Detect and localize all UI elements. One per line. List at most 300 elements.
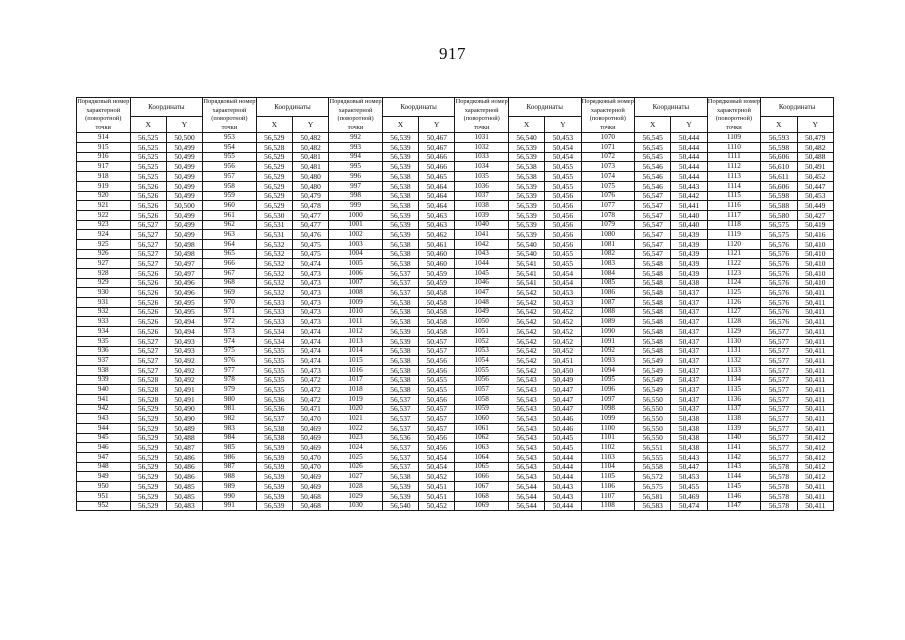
cell-point-number: 1032 (455, 143, 509, 153)
cell-point-number: 1095 (581, 375, 635, 385)
cell-y: 50,460 (419, 249, 455, 259)
cell-x: 56,526 (130, 210, 166, 220)
cell-x: 56,537 (382, 424, 418, 434)
cell-y: 50,499 (166, 191, 202, 201)
cell-y: 50,454 (545, 143, 581, 153)
cell-y: 50,411 (797, 356, 833, 366)
cell-point-number: 1146 (707, 491, 761, 501)
coordinates-table (76, 97, 834, 511)
cell-x: 56,545 (635, 152, 671, 162)
cell-x: 56,537 (382, 453, 418, 463)
cell-y: 50,493 (166, 346, 202, 356)
cell-y: 50,444 (545, 462, 581, 472)
cell-y: 50,446 (545, 424, 581, 434)
cell-x: 56,543 (508, 414, 544, 424)
cell-x: 56,548 (635, 269, 671, 279)
cell-x: 56,529 (256, 191, 292, 201)
table-body (77, 133, 834, 511)
cell-point-number: 956 (203, 162, 257, 172)
cell-y: 50,438 (671, 443, 707, 453)
cell-point-number: 1104 (581, 462, 635, 472)
cell-x: 56,576 (761, 307, 797, 317)
cell-y: 50,474 (292, 346, 328, 356)
cell-x: 56,538 (382, 385, 418, 395)
cell-point-number: 1035 (455, 172, 509, 182)
cell-y: 50,451 (419, 491, 455, 501)
cell-x: 56,549 (635, 365, 671, 375)
cell-x: 56,539 (256, 491, 292, 501)
cell-x: 56,526 (130, 307, 166, 317)
cell-point-number: 1064 (455, 453, 509, 463)
cell-x: 56,578 (761, 491, 797, 501)
cell-point-number: 1043 (455, 249, 509, 259)
cell-y: 50,455 (671, 482, 707, 492)
cell-point-number: 928 (77, 269, 131, 279)
cell-y: 50,444 (545, 501, 581, 511)
cell-y: 50,454 (419, 462, 455, 472)
cell-y: 50,445 (545, 443, 581, 453)
cell-x: 56,535 (256, 346, 292, 356)
header-coordinates: Координаты (508, 98, 581, 117)
cell-y: 50,474 (292, 356, 328, 366)
cell-y: 50,467 (419, 133, 455, 143)
cell-y: 50,455 (545, 162, 581, 172)
cell-x: 56,577 (761, 424, 797, 434)
cell-x: 56,539 (382, 162, 418, 172)
cell-x: 56,577 (761, 433, 797, 443)
cell-x: 56,539 (382, 133, 418, 143)
cell-x: 56,526 (130, 181, 166, 191)
cell-x: 56,526 (130, 278, 166, 288)
cell-x: 56,531 (256, 230, 292, 240)
cell-point-number: 1090 (581, 327, 635, 337)
cell-y: 50,467 (419, 143, 455, 153)
cell-y: 50,411 (797, 491, 833, 501)
cell-x: 56,578 (761, 482, 797, 492)
cell-x: 56,532 (256, 239, 292, 249)
cell-y: 50,500 (166, 201, 202, 211)
cell-y: 50,443 (545, 491, 581, 501)
cell-x: 56,539 (382, 143, 418, 153)
cell-point-number: 950 (77, 482, 131, 492)
cell-x: 56,539 (508, 181, 544, 191)
cell-point-number: 1109 (707, 133, 761, 143)
cell-point-number: 1046 (455, 278, 509, 288)
cell-y: 50,444 (545, 453, 581, 463)
cell-x: 56,539 (508, 191, 544, 201)
cell-x: 56,525 (130, 162, 166, 172)
cell-x: 56,526 (130, 191, 166, 201)
cell-x: 56,548 (635, 336, 671, 346)
cell-point-number: 953 (203, 133, 257, 143)
cell-y: 50,453 (545, 288, 581, 298)
cell-point-number: 921 (77, 201, 131, 211)
cell-x: 56,548 (635, 346, 671, 356)
cell-y: 50,452 (545, 336, 581, 346)
cell-y: 50,411 (797, 424, 833, 434)
cell-y: 50,469 (292, 443, 328, 453)
cell-y: 50,474 (292, 259, 328, 269)
cell-x: 56,538 (256, 433, 292, 443)
cell-x: 56,610 (761, 162, 797, 172)
cell-y: 50,454 (545, 278, 581, 288)
cell-y: 50,472 (292, 385, 328, 395)
cell-y: 50,427 (797, 210, 833, 220)
cell-x: 56,539 (382, 491, 418, 501)
cell-y: 50,411 (797, 298, 833, 308)
cell-point-number: 959 (203, 191, 257, 201)
cell-point-number: 971 (203, 307, 257, 317)
cell-point-number: 1116 (707, 201, 761, 211)
cell-y: 50,444 (545, 472, 581, 482)
cell-y: 50,487 (166, 443, 202, 453)
cell-y: 50,482 (292, 133, 328, 143)
cell-x: 56,537 (382, 278, 418, 288)
cell-point-number: 917 (77, 162, 131, 172)
cell-y: 50,437 (671, 327, 707, 337)
cell-x: 56,598 (761, 191, 797, 201)
cell-point-number: 975 (203, 346, 257, 356)
cell-y: 50,455 (419, 385, 455, 395)
cell-point-number: 987 (203, 462, 257, 472)
cell-x: 56,543 (508, 472, 544, 482)
cell-point-number: 944 (77, 424, 131, 434)
table-row (77, 433, 834, 443)
cell-point-number: 949 (77, 472, 131, 482)
cell-y: 50,474 (292, 327, 328, 337)
cell-point-number: 1019 (329, 394, 383, 404)
cell-y: 50,468 (292, 491, 328, 501)
cell-y: 50,449 (545, 375, 581, 385)
table-row (77, 230, 834, 240)
cell-y: 50,457 (419, 414, 455, 424)
cell-x: 56,577 (761, 453, 797, 463)
cell-point-number: 963 (203, 230, 257, 240)
cell-point-number: 984 (203, 433, 257, 443)
cell-point-number: 955 (203, 152, 257, 162)
cell-x: 56,547 (635, 220, 671, 230)
cell-point-number: 1139 (707, 424, 761, 434)
cell-x: 56,529 (130, 433, 166, 443)
cell-point-number: 1112 (707, 162, 761, 172)
cell-x: 56,576 (761, 239, 797, 249)
cell-y: 50,499 (166, 172, 202, 182)
cell-y: 50,438 (671, 424, 707, 434)
cell-y: 50,444 (671, 133, 707, 143)
cell-y: 50,445 (545, 433, 581, 443)
header-coordinates: Координаты (761, 98, 834, 117)
cell-y: 50,416 (797, 230, 833, 240)
cell-x: 56,548 (635, 278, 671, 288)
cell-y: 50,486 (166, 453, 202, 463)
cell-x: 56,538 (382, 181, 418, 191)
cell-y: 50,470 (292, 453, 328, 463)
cell-x: 56,572 (635, 472, 671, 482)
cell-x: 56,576 (761, 269, 797, 279)
cell-x: 56,542 (508, 307, 544, 317)
cell-y: 50,443 (671, 181, 707, 191)
table-row (77, 288, 834, 298)
cell-y: 50,464 (419, 191, 455, 201)
cell-x: 56,528 (130, 375, 166, 385)
cell-x: 56,544 (508, 491, 544, 501)
cell-x: 56,588 (761, 201, 797, 211)
cell-point-number: 948 (77, 462, 131, 472)
cell-y: 50,438 (671, 278, 707, 288)
cell-y: 50,475 (292, 239, 328, 249)
cell-x: 56,539 (256, 453, 292, 463)
cell-point-number: 943 (77, 414, 131, 424)
cell-x: 56,543 (508, 394, 544, 404)
cell-point-number: 957 (203, 172, 257, 182)
cell-y: 50,437 (671, 404, 707, 414)
cell-x: 56,527 (130, 336, 166, 346)
cell-x: 56,538 (382, 346, 418, 356)
cell-y: 50,457 (419, 404, 455, 414)
cell-point-number: 986 (203, 453, 257, 463)
cell-point-number: 934 (77, 327, 131, 337)
cell-y: 50,469 (292, 482, 328, 492)
cell-point-number: 1004 (329, 249, 383, 259)
cell-x: 56,548 (635, 317, 671, 327)
cell-x: 56,530 (256, 210, 292, 220)
cell-x: 56,529 (130, 424, 166, 434)
table-row (77, 201, 834, 211)
cell-point-number: 1074 (581, 172, 635, 182)
cell-point-number: 1125 (707, 288, 761, 298)
cell-y: 50,411 (797, 307, 833, 317)
cell-point-number: 981 (203, 404, 257, 414)
cell-x: 56,538 (256, 424, 292, 434)
cell-point-number: 1120 (707, 239, 761, 249)
cell-y: 50,477 (292, 210, 328, 220)
cell-x: 56,577 (761, 327, 797, 337)
cell-x: 56,548 (635, 307, 671, 317)
cell-point-number: 1129 (707, 327, 761, 337)
cell-x: 56,541 (508, 269, 544, 279)
table-row (77, 152, 834, 162)
cell-x: 56,529 (130, 472, 166, 482)
cell-y: 50,492 (166, 375, 202, 385)
cell-x: 56,542 (508, 298, 544, 308)
cell-y: 50,455 (545, 181, 581, 191)
cell-point-number: 938 (77, 365, 131, 375)
cell-y: 50,411 (797, 336, 833, 346)
cell-x: 56,527 (130, 356, 166, 366)
cell-point-number: 1114 (707, 181, 761, 191)
cell-y: 50,463 (419, 210, 455, 220)
cell-point-number: 1142 (707, 453, 761, 463)
cell-point-number: 1081 (581, 239, 635, 249)
cell-point-number: 1117 (707, 210, 761, 220)
cell-x: 56,576 (761, 278, 797, 288)
cell-x: 56,539 (256, 462, 292, 472)
cell-point-number: 1063 (455, 443, 509, 453)
cell-x: 56,577 (761, 375, 797, 385)
cell-point-number: 1037 (455, 191, 509, 201)
cell-point-number: 924 (77, 230, 131, 240)
cell-point-number: 1140 (707, 433, 761, 443)
cell-x: 56,537 (382, 394, 418, 404)
cell-y: 50,469 (671, 491, 707, 501)
cell-y: 50,447 (797, 181, 833, 191)
cell-point-number: 1034 (455, 162, 509, 172)
cell-y: 50,437 (671, 385, 707, 395)
cell-x: 56,537 (382, 462, 418, 472)
cell-y: 50,488 (166, 433, 202, 443)
cell-point-number: 1057 (455, 385, 509, 395)
cell-y: 50,481 (292, 152, 328, 162)
page-number: 917 (439, 44, 466, 63)
cell-y: 50,473 (292, 317, 328, 327)
cell-x: 56,551 (635, 443, 671, 453)
cell-y: 50,486 (166, 472, 202, 482)
cell-point-number: 1010 (329, 307, 383, 317)
cell-point-number: 1039 (455, 210, 509, 220)
cell-point-number: 1084 (581, 269, 635, 279)
cell-point-number: 1014 (329, 346, 383, 356)
cell-x: 56,550 (635, 394, 671, 404)
cell-y: 50,472 (292, 375, 328, 385)
cell-x: 56,526 (130, 288, 166, 298)
cell-y: 50,453 (797, 191, 833, 201)
cell-point-number: 997 (329, 181, 383, 191)
cell-point-number: 1134 (707, 375, 761, 385)
table-row (77, 172, 834, 182)
cell-point-number: 939 (77, 375, 131, 385)
cell-x: 56,537 (382, 414, 418, 424)
cell-point-number: 1122 (707, 259, 761, 269)
cell-y: 50,440 (671, 210, 707, 220)
cell-point-number: 935 (77, 336, 131, 346)
cell-y: 50,458 (419, 327, 455, 337)
cell-point-number: 1143 (707, 462, 761, 472)
cell-y: 50,411 (797, 288, 833, 298)
cell-point-number: 1092 (581, 346, 635, 356)
cell-point-number: 926 (77, 249, 131, 259)
cell-y: 50,411 (797, 327, 833, 337)
cell-y: 50,437 (671, 365, 707, 375)
cell-y: 50,494 (166, 327, 202, 337)
cell-y: 50,479 (292, 191, 328, 201)
cell-y: 50,492 (166, 356, 202, 366)
cell-x: 56,539 (256, 443, 292, 453)
cell-y: 50,491 (166, 385, 202, 395)
cell-point-number: 1119 (707, 230, 761, 240)
cell-point-number: 1061 (455, 424, 509, 434)
cell-y: 50,437 (671, 356, 707, 366)
cell-point-number: 1138 (707, 414, 761, 424)
cell-y: 50,458 (419, 317, 455, 327)
cell-point-number: 923 (77, 220, 131, 230)
header-y: Y (292, 117, 328, 133)
cell-x: 56,525 (130, 152, 166, 162)
cell-point-number: 1068 (455, 491, 509, 501)
cell-y: 50,438 (671, 414, 707, 424)
table-row (77, 472, 834, 482)
cell-y: 50,440 (671, 220, 707, 230)
cell-y: 50,452 (419, 501, 455, 511)
cell-point-number: 1130 (707, 336, 761, 346)
cell-x: 56,576 (761, 249, 797, 259)
cell-x: 56,538 (508, 162, 544, 172)
cell-point-number: 1103 (581, 453, 635, 463)
cell-y: 50,480 (292, 181, 328, 191)
header-y: Y (545, 117, 581, 133)
cell-x: 56,539 (382, 210, 418, 220)
cell-y: 50,412 (797, 433, 833, 443)
cell-y: 50,411 (797, 385, 833, 395)
cell-x: 56,529 (256, 133, 292, 143)
cell-x: 56,537 (382, 404, 418, 414)
cell-point-number: 988 (203, 472, 257, 482)
cell-point-number: 1099 (581, 414, 635, 424)
cell-point-number: 1128 (707, 317, 761, 327)
cell-point-number: 1123 (707, 269, 761, 279)
cell-y: 50,462 (419, 230, 455, 240)
cell-point-number: 1107 (581, 491, 635, 501)
cell-y: 50,474 (671, 501, 707, 511)
cell-x: 56,528 (130, 385, 166, 395)
cell-y: 50,497 (166, 269, 202, 279)
cell-x: 56,529 (130, 404, 166, 414)
cell-y: 50,443 (545, 482, 581, 492)
table-row (77, 143, 834, 153)
cell-y: 50,447 (545, 385, 581, 395)
cell-y: 50,439 (671, 239, 707, 249)
cell-point-number: 952 (77, 501, 131, 511)
cell-y: 50,459 (419, 278, 455, 288)
cell-x: 56,543 (508, 404, 544, 414)
cell-y: 50,444 (671, 172, 707, 182)
cell-x: 56,541 (508, 278, 544, 288)
cell-x: 56,539 (382, 220, 418, 230)
header-point-number: Порядковый номер характерной (поворотной) точки (203, 98, 257, 133)
cell-x: 56,580 (761, 210, 797, 220)
cell-x: 56,529 (130, 414, 166, 424)
cell-point-number: 1059 (455, 404, 509, 414)
cell-y: 50,443 (671, 453, 707, 463)
cell-x: 56,537 (382, 269, 418, 279)
cell-x: 56,539 (382, 152, 418, 162)
cell-point-number: 965 (203, 249, 257, 259)
cell-x: 56,532 (256, 278, 292, 288)
cell-point-number: 1062 (455, 433, 509, 443)
cell-y: 50,464 (419, 201, 455, 211)
cell-point-number: 1110 (707, 143, 761, 153)
table-row (77, 181, 834, 191)
cell-y: 50,439 (671, 230, 707, 240)
table-row (77, 336, 834, 346)
cell-x: 56,550 (635, 414, 671, 424)
cell-x: 56,578 (761, 462, 797, 472)
cell-x: 56,548 (635, 298, 671, 308)
cell-point-number: 1058 (455, 394, 509, 404)
header-point-number: Порядковый номер характерной (поворотной) точки (77, 98, 131, 133)
cell-point-number: 1026 (329, 462, 383, 472)
cell-x: 56,529 (130, 453, 166, 463)
cell-x: 56,529 (130, 482, 166, 492)
table-row (77, 259, 834, 269)
cell-y: 50,498 (166, 249, 202, 259)
cell-x: 56,542 (508, 356, 544, 366)
cell-point-number: 937 (77, 356, 131, 366)
header-x: X (130, 117, 166, 133)
cell-x: 56,544 (508, 501, 544, 511)
cell-point-number: 1072 (581, 152, 635, 162)
cell-point-number: 985 (203, 443, 257, 453)
cell-y: 50,411 (797, 365, 833, 375)
